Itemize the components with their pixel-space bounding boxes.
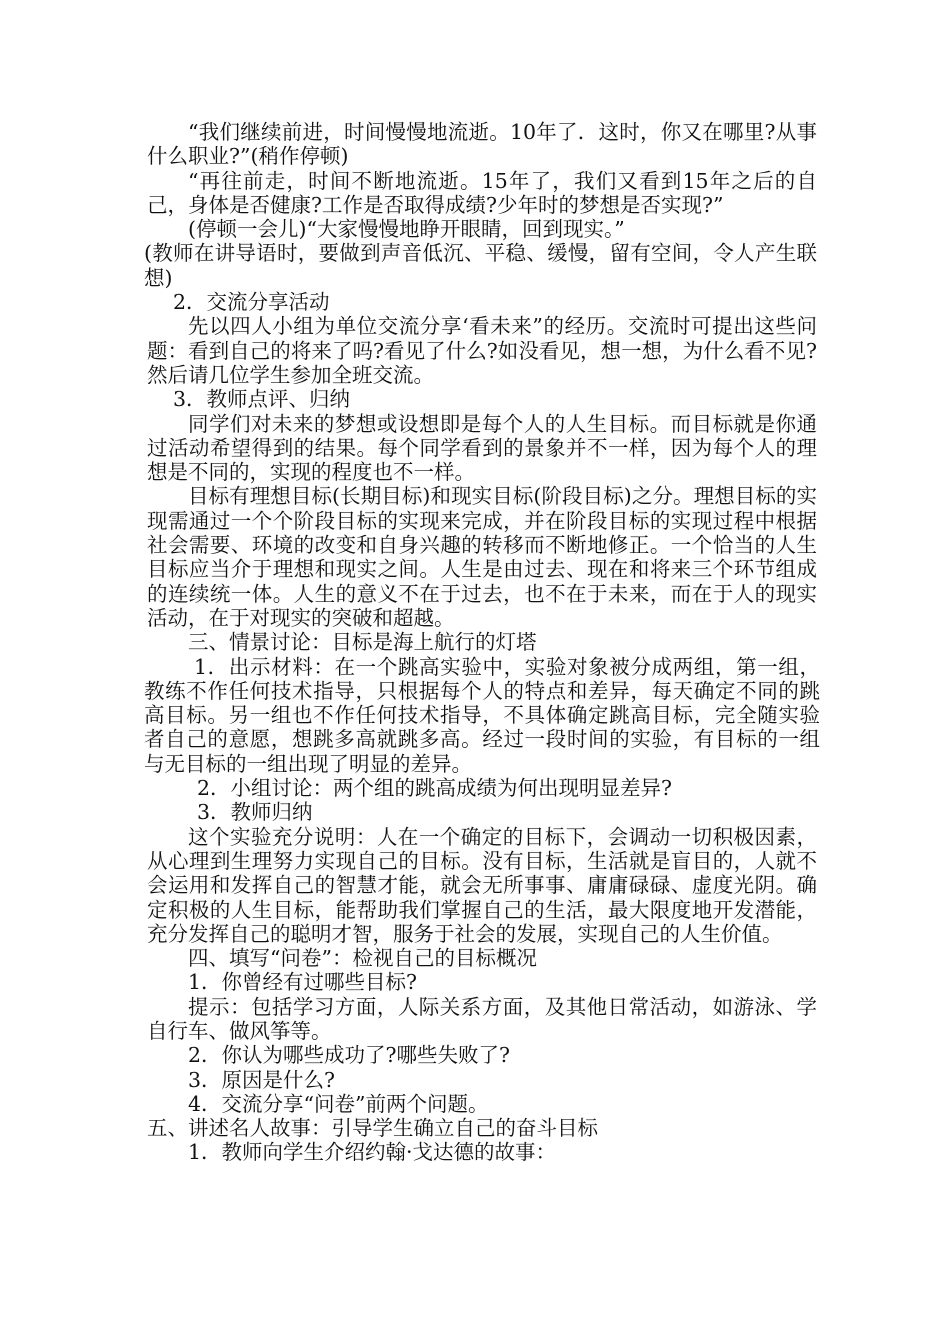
question-2: 2．你认为哪些成功了?哪些失败了? bbox=[188, 1043, 511, 1068]
paragraph-life-goal: 同学们对未来的梦想或设想即是每个人的人生目标。而目标就是你通过活动希望得到的结果。每个同学看到的景象并不一样，因为每个人的理想是不同的，实现的程度也不一样。 bbox=[147, 411, 817, 485]
paragraph-teacher-note: (教师在讲导语时，要做到声音低沉、平稳、缓慢，留有空间，令人产生联想) bbox=[144, 241, 817, 290]
paragraph-experiment-conclusion: 这个实验充分说明：人在一个确定的目标下，会调动一切积极因素，从心理到生理努力实现自己的目标。没有目标，生活就是盲目的，人就不会运用和发挥自己的智慧才能，就会无所事事、庸庸碌碌、虚度光阴。确定积极的人生目标，能帮助我们掌握自己的生活，最大限度地开发潜能，充分发挥自己的聪明才智，服务于社会的发展，实现自己的人生价值。 bbox=[147, 824, 817, 946]
heading-group-discussion: 2．小组讨论：两个组的跳高成绩为何出现明显差异? bbox=[197, 776, 673, 801]
paragraph-goal-types: 目标有理想目标(长期目标)和现实目标(阶段目标)之分。理想目标的实现需通过一个个阶段目标的实现来完成，并在阶段目标的实现过程中根据社会需要、环境的改变和自身兴趣的转移而不断地修正。一个恰当的人生目标应当介于理想和现实之间。人生是由过去、现在和将来三个环节组成的连续统一体。人生的意义不在于过去，也不在于未来，而在于人的现实活动，在于对现实的突破和超越。 bbox=[147, 484, 817, 630]
paragraph-open-eyes: (停顿一会儿)“大家慢慢地睁开眼睛，回到现实。” bbox=[188, 217, 625, 242]
heading-exchange-sharing: 2．交流分享活动 bbox=[173, 290, 330, 315]
question-3: 3．原因是什么? bbox=[188, 1067, 336, 1092]
paragraph-15-years: “再往前走，时间不断地流逝。15年了，我们又看到15年之后的自己，身体是否健康?工作是否取得成绩?少年时的梦想是否实现?” bbox=[147, 168, 817, 217]
question-1: 1．你曾经有过哪些目标? bbox=[188, 970, 418, 995]
heading-famous-story: 五、讲述名人故事：引导学生确立自己的奋斗目标 bbox=[147, 1116, 598, 1141]
document-page bbox=[144, 120, 820, 1165]
question-4: 4．交流分享“问卷”前两个问题。 bbox=[188, 1091, 489, 1116]
paragraph-10-years: “我们继续前进，时间慢慢地流逝。10年了．这时，你又在哪里?从事什么职业?”(稍作停顿) bbox=[147, 120, 817, 169]
paragraph-group-sharing: 先以四人小组为单位交流分享‘看未来”的经历。交流时可提出这些问题：看到自己的将来了吗?看见了什么?如没看见，想一想，为什么看不见?然后请几位学生参加全班交流。 bbox=[147, 314, 817, 387]
heading-scenario-discussion: 三、情景讨论：目标是海上航行的灯塔 bbox=[188, 630, 537, 655]
paragraph-high-jump-material: 1．出示材料：在一个跳高实验中，实验对象被分成两组，第一组，教练不作任何技术指导，只根据每个人的特点和差异，每天确定不同的跳高目标。另一组也不作任何技术指导，不具体确定跳高目标，完全随实验者自己的意愿，想跳多高就跳多高。经过一段时间的实验，有目标的一组与无目标的一组出现了明显的差异。 bbox=[144, 654, 820, 776]
heading-teacher-comment: 3．教师点评、归纳 bbox=[173, 387, 351, 412]
heading-questionnaire: 四、填写“问卷”：检视自己的目标概况 bbox=[188, 946, 537, 971]
paragraph-hint: 提示：包括学习方面，人际关系方面，及其他日常活动，如游泳、学自行车、做风筝等。 bbox=[147, 994, 817, 1043]
heading-teacher-summary: 3．教师归纳 bbox=[197, 800, 313, 825]
paragraph-goddard-story: 1．教师向学生介绍约翰·戈达德的故事： bbox=[188, 1140, 557, 1165]
